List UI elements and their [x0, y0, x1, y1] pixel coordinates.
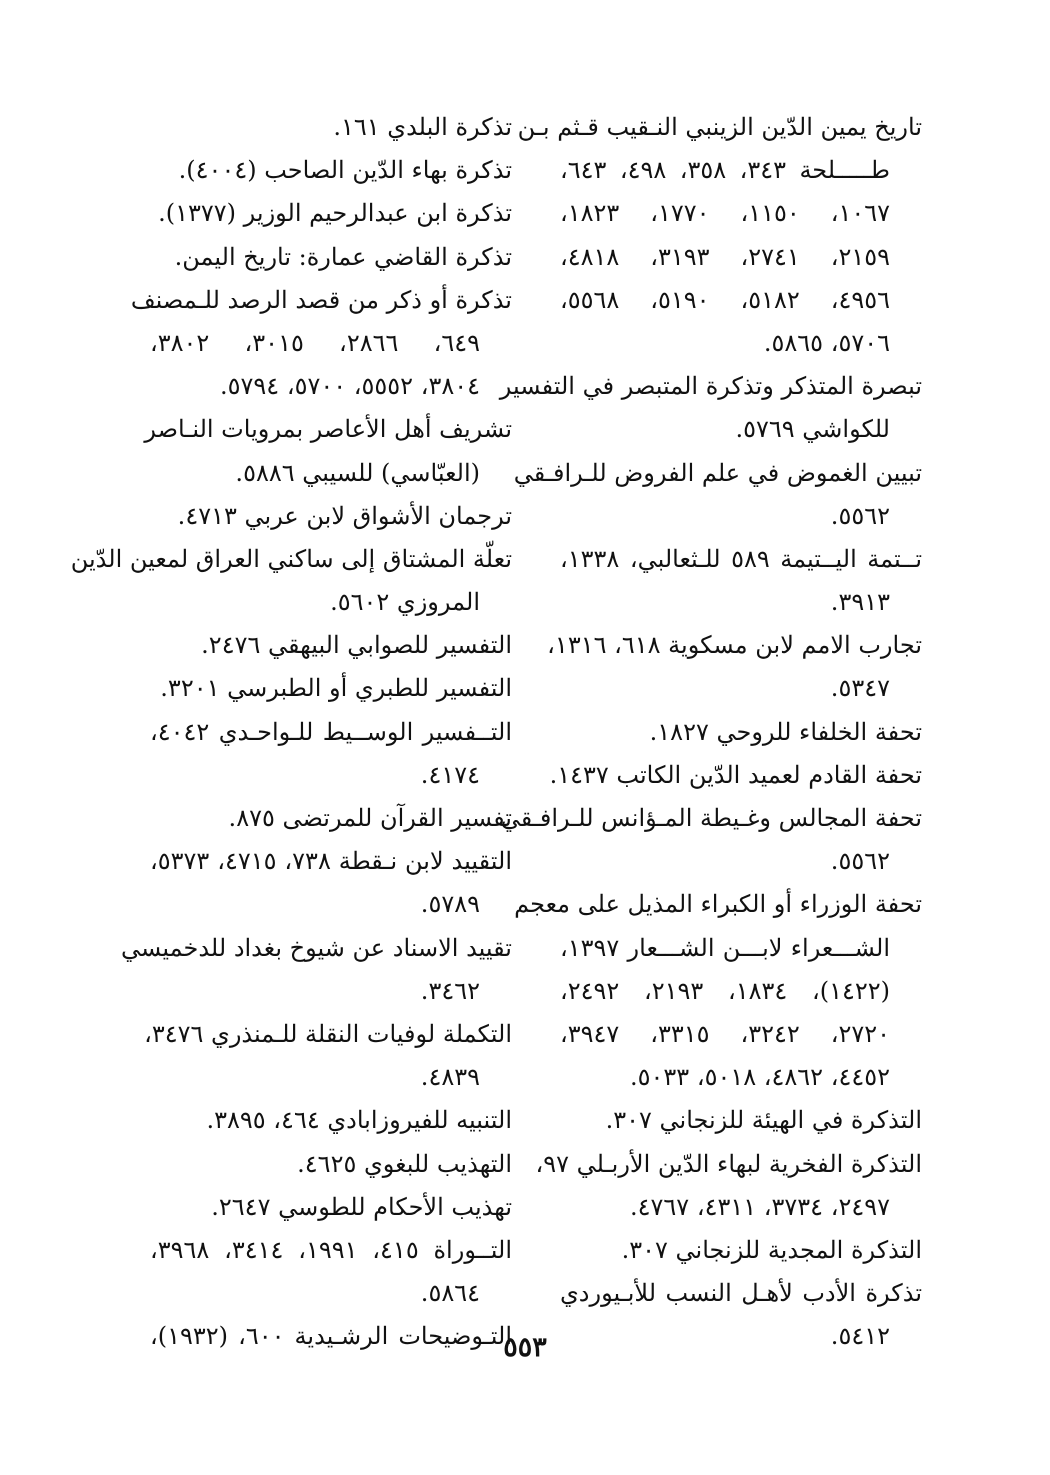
index-entry: التفسير للطبري أو الطبرسي ٣٢٠١.	[160, 674, 512, 703]
index-entry: تذكرة بهاء الدّين الصاحب (٤٠٠٤).	[178, 156, 512, 185]
index-entry: تذكرة أو ذكر من قصد الرصد للـمصنف	[130, 285, 512, 314]
index-column-left	[70, 106, 512, 1358]
index-entry: تبصرة المتذكر وتذكرة المتبصر في التفسير	[499, 372, 922, 401]
index-entry: تحفة الوزراء أو الكبراء المذيل على معجم	[514, 890, 922, 919]
page-number: ٥٥٣	[503, 1332, 547, 1363]
index-entry: التذكرة الفخرية لبهاء الدّين الأربـلي ٩٧،	[535, 1149, 922, 1178]
index-entry: تذكرة البلدي ١٦١.	[333, 113, 512, 141]
index-entry: التقييد لابن نـقطة ٧٣٨، ٤٧١٥، ٥٣٧٣،	[150, 847, 512, 876]
index-entry-continuation: المروزي ٥٦٠٢.	[330, 588, 480, 617]
index-entry: تذكرة القاضي عمارة: تاريخ اليمن.	[174, 242, 512, 271]
index-entry: تحفة الخلفاء للروحي ١٨٢٧.	[649, 717, 922, 746]
index-entry: تحفة المجالس وغـيطة المـؤانس للـرافـقي	[500, 804, 922, 832]
index-entry: التذكرة المجدية للزنجاني ٣٠٧.	[621, 1235, 922, 1264]
index-entry: تجارب الامم لابن مسكوية ٦١٨، ١٣١٦،	[547, 631, 922, 660]
index-entry-continuation: ٣٨٠٤، ٥٥٥٢، ٥٧٠٠، ٥٧٩٤.	[219, 372, 480, 401]
index-entry: التهذيب للبغوي ٤٦٢٥.	[297, 1149, 512, 1178]
index-entry-continuation: ٦٤٩، ٢٨٦٦، ٣٠١٥، ٣٨٠٢،	[150, 328, 481, 357]
index-entry: تبيين الغموض في علم الفروض للـرافـقي	[513, 458, 922, 487]
index-entry: التنبيه للفيروزابادي ٤٦٤، ٣٨٩٥.	[206, 1106, 512, 1135]
index-entry-continuation: ٤٨٣٩.	[420, 1063, 480, 1092]
index-entry-continuation: (١٤٢٢)، ١٨٣٤، ٢١٩٣، ٢٤٩٢،	[560, 976, 890, 1005]
index-entry: تفسير القرآن للمرتضى ٨٧٥.	[228, 804, 512, 832]
index-entry: التكملة لوفيات النقلة للـمنذري ٣٤٧٦،	[144, 1019, 512, 1048]
index-entry: تعلّة المشتاق إلى ساكني العراق لمعين الدّين	[70, 544, 512, 573]
index-entry-continuation: ٣٤٦٢.	[420, 976, 480, 1005]
index-entry-continuation: ٤٩٥٦، ٥١٨٢، ٥١٩٠، ٥٥٦٨،	[560, 285, 891, 314]
index-entry-continuation: ٤١٧٤.	[420, 760, 480, 789]
index-entry-continuation: ٥٧٨٩.	[420, 890, 480, 919]
index-entry-continuation: ١٠٦٧، ١١٥٠، ١٧٧٠، ١٨٢٣،	[560, 199, 891, 228]
index-entry-continuation: ٥٤١٢.	[830, 1322, 890, 1351]
index-entry-continuation: الشـــعراء لابـــن الشـــعار ١٣٩٧،	[560, 933, 890, 962]
index-entry: تاريخ يمين الدّين الزينبي النـقيب قـثم بـن	[517, 113, 922, 141]
index-entry: تقييد الاسناد عن شيوخ بغداد للدخميسي	[120, 933, 512, 962]
index-entry: تذكرة ابن عبدالرحيم الوزير (١٣٧٧).	[158, 199, 512, 228]
index-entry-continuation: طـــــلحة ٣٤٣، ٣٥٨، ٤٩٨، ٦٤٣،	[560, 156, 890, 185]
index-entry-continuation: للكواشي ٥٧٦٩.	[735, 415, 890, 444]
index-entry-continuation: ٥٨٦٤.	[420, 1279, 480, 1308]
index-entry: تشريف أهل الأعاصر بمرويات النـاصر	[144, 415, 512, 444]
index-entry-continuation: ٣٩١٣.	[830, 588, 890, 617]
index-entry-continuation: ٢٧٢٠، ٣٢٤٢، ٣٣١٥، ٣٩٤٧،	[560, 1019, 891, 1048]
index-entry-continuation: ٥٣٤٧.	[830, 674, 890, 703]
index-entry: تذكرة الأدب لأهـل النسب للأبـيوردي	[560, 1279, 922, 1308]
index-entry-continuation: ٢٤٩٧، ٣٧٣٤، ٤٣١١، ٤٧٦٧.	[629, 1192, 890, 1221]
index-entry: التفسير للصوابي البيهقي ٢٤٧٦.	[201, 631, 512, 660]
index-entry: التذكرة في الهيئة للزنجاني ٣٠٧.	[605, 1106, 922, 1135]
index-entry-continuation: (العبّاسي) للسيبي ٥٨٨٦.	[235, 458, 480, 487]
index-entry: التــوراة ٤١٥، ١٩٩١، ٣٤١٤، ٣٩٦٨،	[150, 1235, 512, 1264]
index-entry: ترجمان الأشواق لابن عربي ٤٧١٣.	[177, 501, 512, 530]
index-entry: التـوضيحات الرشـيدية ٦٠٠، (١٩٣٢)،	[150, 1322, 512, 1351]
index-entry: تــتمة اليــتيمة ٥٨٩ للـثعالبي، ١٣٣٨،	[560, 544, 922, 573]
index-entry: التــفسير الوســيط للـواحـدي ٤٠٤٢،	[150, 717, 512, 746]
index-entry-continuation: ٥٥٦٢.	[830, 847, 890, 876]
index-entry-continuation: ٥٥٦٢.	[830, 501, 890, 530]
index-entry-continuation: ٤٤٥٢، ٤٨٦٢، ٥٠١٨، ٥٠٣٣.	[629, 1063, 890, 1092]
index-entry-continuation: ٢١٥٩، ٢٧٤١، ٣١٩٣، ٤٨١٨،	[560, 242, 891, 271]
index-entry: تهذيب الأحكام للطوسي ٢٦٤٧.	[211, 1192, 512, 1221]
index-entry-continuation: ٥٧٠٦، ٥٨٦٥.	[763, 328, 890, 357]
index-entry: تحفة القادم لعميد الدّين الكاتب ١٤٣٧.	[549, 760, 922, 789]
